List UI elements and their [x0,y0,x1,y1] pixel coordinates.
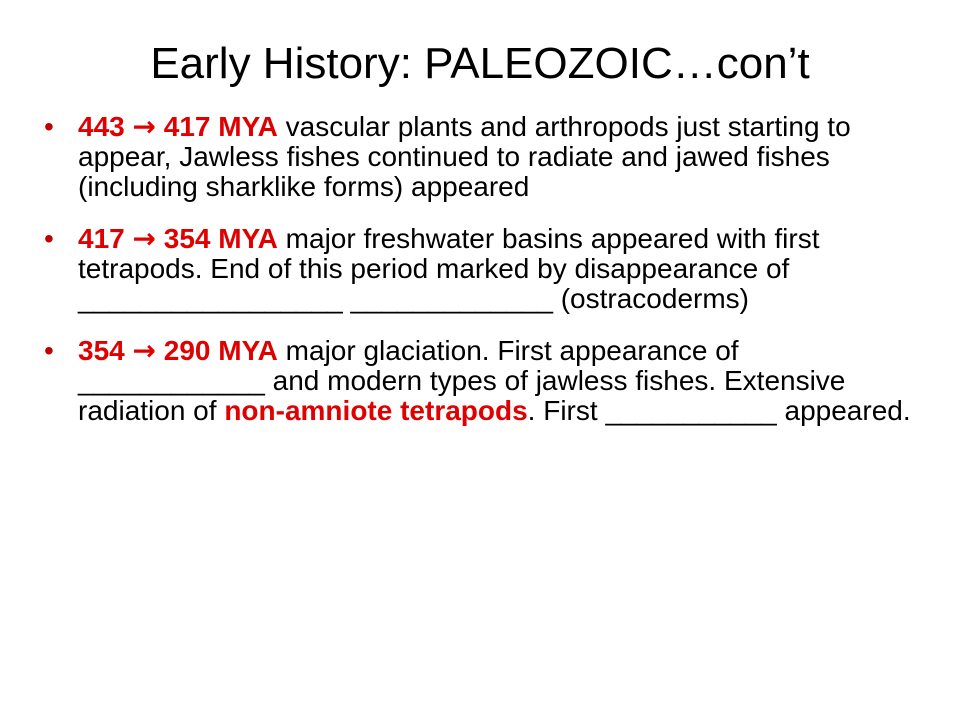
range-end: 417 MYA [163,111,278,142]
bullet-text: major freshwater basins appeared with first tetrapods. End of this period marked by disappearance of _________________ _____________ (ostracoderms) [78,223,820,314]
range-start: 354 [78,335,125,366]
bullet-text: vascular plants and arthropods just starting to appear, Jawless fishes continued to radiate and jawed fishes (including sharklike forms) appeared [78,111,851,202]
time-range [78,223,278,254]
bullet-text-after: . First ___________ appeared. [527,395,911,426]
bullet-text-before: major glaciation. First appearance of ____________ and modern types of jawless fishes. Extensive radiation of [78,335,846,426]
slide-title: Early History: PALEOZOIC…con’t [150,39,810,88]
bullet-list [44,112,924,448]
highlight-term: non-amniote tetrapods [224,395,528,426]
range-start: 417 [78,223,125,254]
time-range [78,111,278,142]
bullet-dot-icon: • [44,111,54,142]
arrow-icon: → [132,222,156,255]
bullet-item-1 [44,112,924,202]
bullet-dot-icon: • [44,335,54,366]
range-end: 290 MYA [163,335,278,366]
range-end: 354 MYA [163,223,278,254]
bullet-item-3 [44,336,924,426]
bullet-dot-icon: • [44,223,54,254]
time-range [78,335,278,366]
arrow-icon: → [132,334,156,367]
range-start: 443 [78,111,125,142]
arrow-icon: → [132,110,156,143]
bullet-item-2 [44,224,924,314]
